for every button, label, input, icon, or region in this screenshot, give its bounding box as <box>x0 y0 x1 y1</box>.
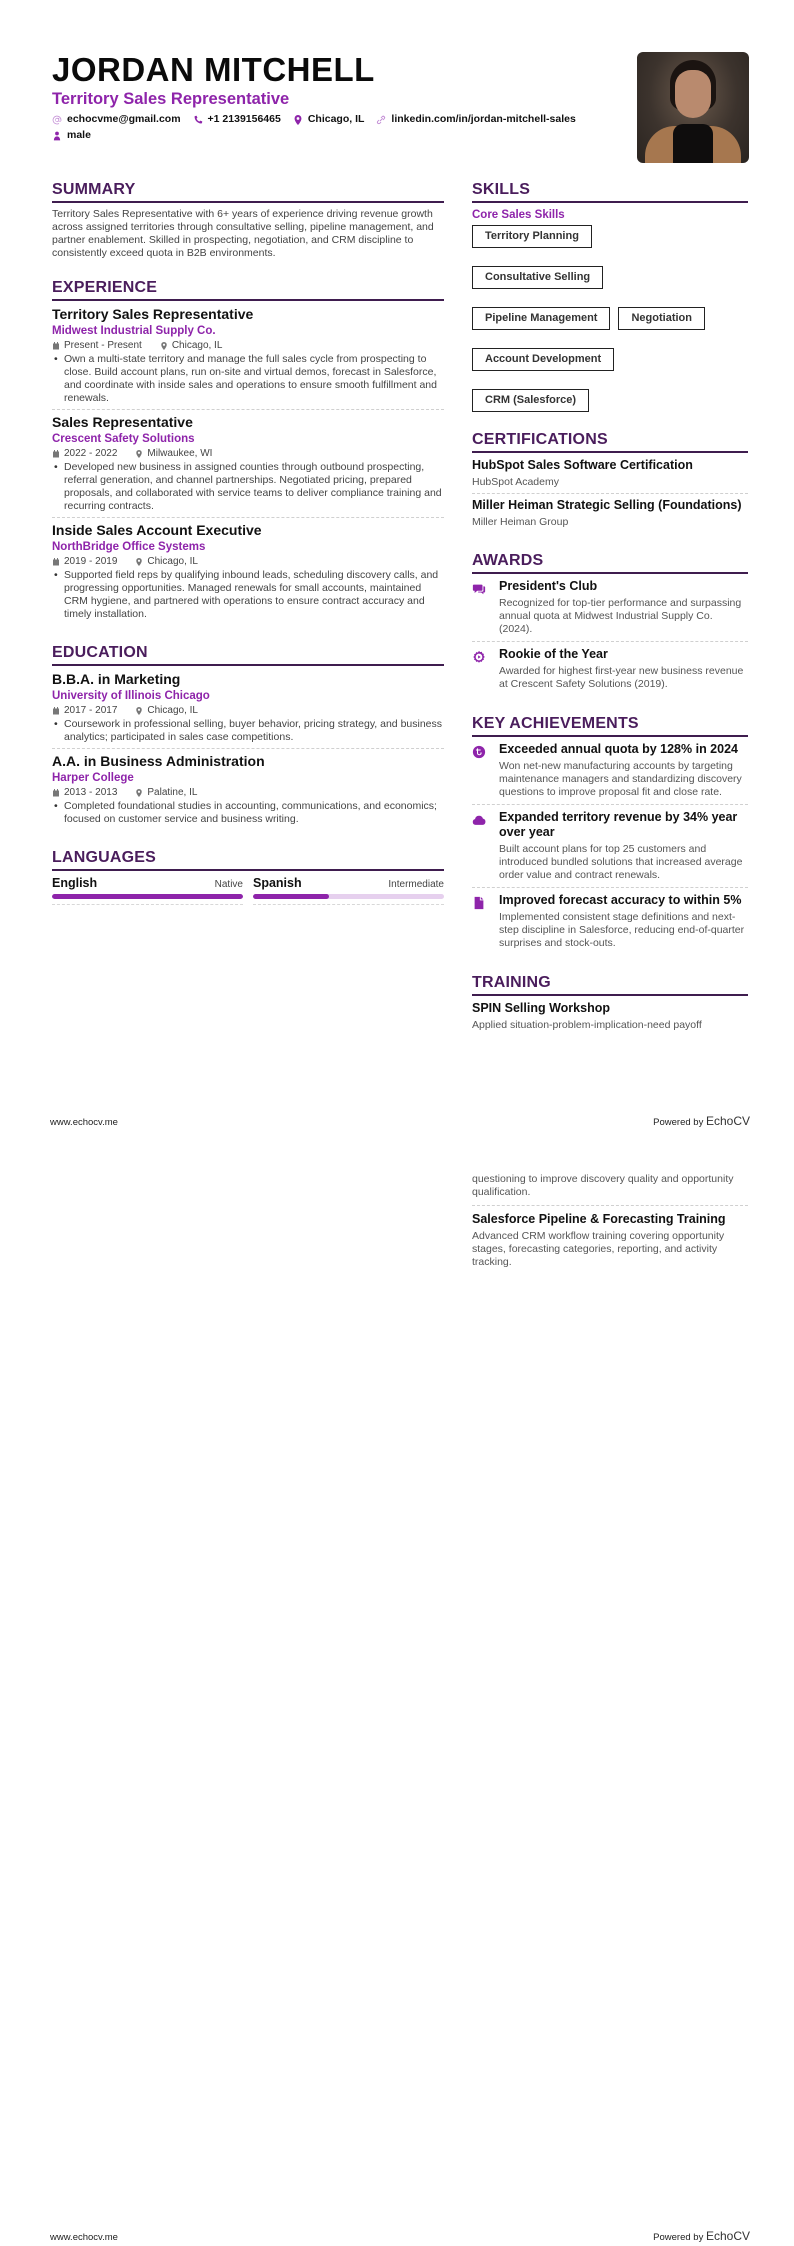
contact-linkedin[interactable]: linkedin.com/in/jordan-mitchell-sales <box>376 113 575 126</box>
company-name: NorthBridge Office Systems <box>52 541 206 553</box>
education-entry <box>52 753 444 830</box>
training-entry: Salesforce Pipeline & Forecasting Training Advanced CRM workflow training covering opportunity stages, forecasting categories, reporting, and activity tracking. <box>472 1212 726 1268</box>
candidate-role: Territory Sales Representative <box>52 90 290 108</box>
job-title: Inside Sales Account Executive <box>52 522 262 538</box>
contact-location: Chicago, IL <box>293 113 365 126</box>
right-column-continued <box>472 1173 748 1269</box>
map-pin-icon <box>135 558 143 566</box>
map-pin-icon <box>135 707 143 715</box>
section-title-experience: EXPERIENCE <box>52 278 444 301</box>
person-icon <box>52 131 62 141</box>
skill-pill: Negotiation <box>618 307 705 330</box>
echocv-brand[interactable]: EchoCV <box>705 1114 750 1128</box>
calendar-icon <box>52 707 60 715</box>
section-title-achievements: KEY ACHIEVEMENTS <box>472 714 748 737</box>
footer-powered-by: Powered by EchoCV <box>653 2229 750 2243</box>
footer-site-link[interactable]: www.echocv.me <box>50 1117 118 1128</box>
skill-pill: Territory Planning <box>472 225 592 248</box>
chat-bubbles-icon <box>472 582 486 596</box>
school-name: Harper College <box>52 772 134 784</box>
achievement-entry: Exceeded annual quota by 128% in 2024 Won net-new manufacturing accounts by targeting maintenance managers and standardizing discovery questions to improve proposal fit and close rate. <box>472 742 748 805</box>
degree-title: A.A. in Business Administration <box>52 753 265 769</box>
contact-phone[interactable]: +1 2139156465 <box>193 113 281 126</box>
footer-site-link[interactable]: www.echocv.me <box>50 2232 118 2243</box>
skill-pill: Account Development <box>472 348 614 371</box>
entry-meta: 2022 - 2022 Milwaukee, WI <box>52 448 444 460</box>
bullet-text: • Supported field reps by qualifying inbound leads, scheduling discovery calls, and progressing opportunities. Managed renewals for small accounts, maintained CRM hygiene, and partnered with operations to ensure contract accuracy and timely installation. <box>52 569 444 621</box>
phone-icon <box>193 115 203 125</box>
job-title: Territory Sales Representative <box>52 306 254 322</box>
training-entry: SPIN Selling Workshop Applied situation-problem-implication-need payoff <box>472 1001 702 1031</box>
footer-powered-by: Powered by EchoCV <box>653 1114 750 1128</box>
training-section <box>472 973 748 1032</box>
certifications-section <box>472 430 748 533</box>
entry-meta: 2013 - 2013 Palatine, IL <box>52 787 444 799</box>
achievement-entry: Expanded territory revenue by 34% year over year Built account plans for top 25 customers and introduced bundled solutions that increased average order value and contract renewals. <box>472 810 748 888</box>
calendar-icon <box>52 789 60 797</box>
award-entry: Rookie of the Year Awarded for highest first-year new business revenue at Crescent Safety Solutions (2019). <box>472 647 748 696</box>
awards-section <box>472 551 748 696</box>
left-column <box>52 180 444 923</box>
experience-entry <box>52 414 444 518</box>
language-proficiency-bar <box>253 894 444 899</box>
training-entry-continued: questioning to improve discovery quality and opportunity qualification. <box>472 1173 748 1206</box>
link-icon <box>376 115 386 125</box>
skill-group-label: Core Sales Skills <box>472 209 565 221</box>
map-pin-icon <box>293 115 303 125</box>
experience-entry <box>52 306 444 410</box>
achievement-entry: Improved forecast accuracy to within 5% Implemented consistent stage definitions and next-step discipline in Salesforce, reducing end-of-quarter surprises and stock-outs. <box>472 893 748 955</box>
document-icon <box>472 896 486 910</box>
language-proficiency-bar <box>52 894 243 899</box>
skill-pill: CRM (Salesforce) <box>472 389 589 412</box>
experience-section <box>52 278 444 625</box>
section-title-education: EDUCATION <box>52 643 444 666</box>
school-name: University of Illinois Chicago <box>52 690 210 702</box>
certification-entry: HubSpot Sales Software Certification HubSpot Academy <box>472 458 748 494</box>
resume-header <box>52 52 612 142</box>
bullet-text: • Developed new business in assigned counties through outbound prospecting, referral generation, and channel partnerships. Negotiated pricing, prepared proposals, and collaborated with service teams to deliver compliance training and recurring contracts. <box>52 461 444 513</box>
resume-page-2 <box>0 1123 794 2246</box>
bullet-text: • Completed foundational studies in accounting, communications, and economics; focused on customer service and business writing. <box>52 800 444 826</box>
calendar-icon <box>52 450 60 458</box>
page-footer <box>50 2229 750 2243</box>
languages-section <box>52 848 444 905</box>
section-title-skills: SKILLS <box>472 180 748 203</box>
calendar-icon <box>52 558 60 566</box>
award-entry: President's Club Recognized for top-tier performance and surpassing annual quota at Midwest Industrial Supply Co. (2024). <box>472 579 748 642</box>
skills-section <box>472 180 748 412</box>
company-name: Crescent Safety Solutions <box>52 433 195 445</box>
experience-entry <box>52 522 444 625</box>
contact-gender: male <box>52 129 91 142</box>
map-pin-icon <box>160 342 168 350</box>
at-icon <box>52 115 62 125</box>
bullet-text: • Own a multi-state territory and manage the full sales cycle from prospecting to close. Build account plans, run on-site and virtual demos, forecast in Salesforce, and coordinate with inside sales and operations to ensure smooth fulfillment and renewals. <box>52 353 444 405</box>
currency-coin-icon <box>472 745 486 759</box>
contact-email[interactable]: echocvme@gmail.com <box>52 113 181 126</box>
contact-list <box>52 113 612 142</box>
section-title-certifications: CERTIFICATIONS <box>472 430 748 453</box>
entry-meta: 2019 - 2019 Chicago, IL <box>52 556 444 568</box>
map-pin-icon <box>135 450 143 458</box>
company-name: Midwest Industrial Supply Co. <box>52 325 216 337</box>
language-item: English Native <box>52 876 243 905</box>
certification-entry: Miller Heiman Strategic Selling (Foundations) Miller Heiman Group <box>472 498 742 528</box>
candidate-name: JORDAN MITCHELL <box>52 51 375 88</box>
map-pin-icon <box>135 789 143 797</box>
skill-pill: Consultative Selling <box>472 266 603 289</box>
language-item: Spanish Intermediate <box>253 876 444 905</box>
summary-section <box>52 180 444 260</box>
echocv-brand[interactable]: EchoCV <box>705 2229 750 2243</box>
job-title: Sales Representative <box>52 414 193 430</box>
section-title-training: TRAINING <box>472 973 748 996</box>
achievements-section <box>472 714 748 955</box>
skill-pill: Pipeline Management <box>472 307 610 330</box>
education-entry <box>52 671 444 749</box>
bullet-text: • Coursework in professional selling, buyer behavior, pricing strategy, and business analytics; participated in sales case competitions. <box>52 718 444 744</box>
gear-badge-icon <box>472 650 486 664</box>
entry-meta: 2017 - 2017 Chicago, IL <box>52 705 444 717</box>
section-title-languages: LANGUAGES <box>52 848 444 871</box>
summary-text: Territory Sales Representative with 6+ years of experience driving revenue growth across assigned territories through consultative selling, pipeline management, and partner enablement. Skilled in prospecting, negotiation, and CRM discipline to consistently exceed quota in B2B environments. <box>52 208 434 259</box>
education-section <box>52 643 444 830</box>
right-column <box>472 180 748 1050</box>
entry-meta: Present - Present Chicago, IL <box>52 340 444 352</box>
calendar-icon <box>52 342 60 350</box>
profile-photo <box>637 52 749 163</box>
section-title-summary: SUMMARY <box>52 180 444 203</box>
cloud-icon <box>472 813 486 827</box>
section-title-awards: AWARDS <box>472 551 748 574</box>
degree-title: B.B.A. in Marketing <box>52 671 181 687</box>
